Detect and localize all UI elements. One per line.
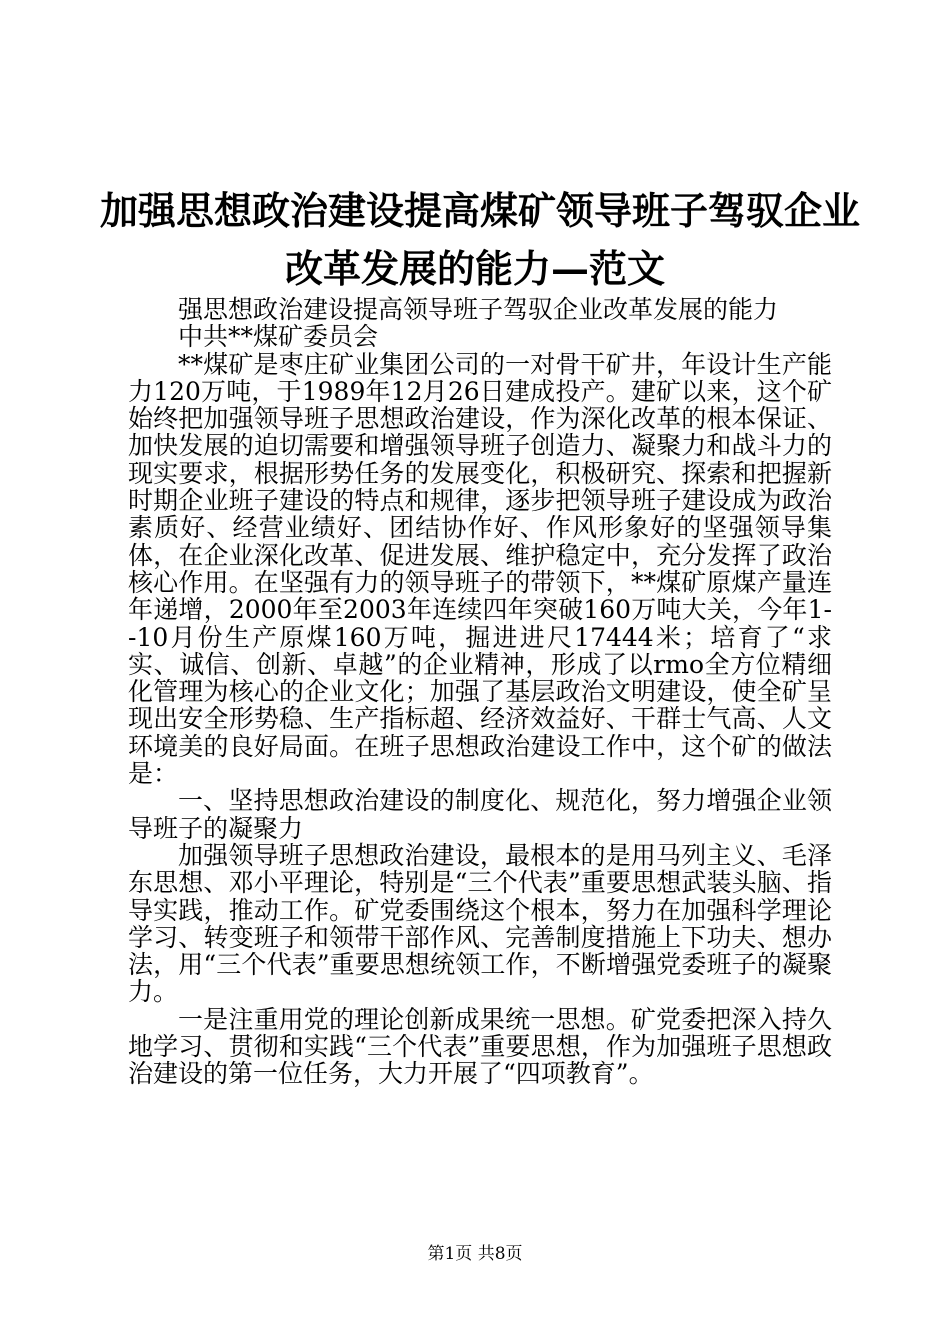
paragraph-body: 一是注重用党的理论创新成果统一思想。矿党委把深入持久地学习、贯彻和实践“三个代表”重要思想，作为加强班子思想政治建设的第一位任务，大力开展了“四项教育”。 (128, 1004, 832, 1089)
document-title-line-2: 改革发展的能力—范文 (284, 246, 665, 291)
document-title-line-1: 加强思想政治建设提高煤矿领导班子驾驭企业 (100, 188, 861, 233)
paragraph-subtitle: 强思想政治建设提高领导班子驾驭企业改革发展的能力 (178, 295, 779, 324)
document-body (128, 296, 832, 1088)
paragraph-body: 加强领导班子思想政治建设，最根本的是用马列主义、毛泽东思想、邓小平理论，特别是“三个代表”重要思想武装头脑、指导实践，推动工作。矿党委围绕这个根本，努力在加强科学理论学习、转变班子和领带干部作风、完善制度措施上下功夫、想办法，用“三个代表”重要思想统领工作，不断增强党委班子的凝聚力。 (128, 840, 832, 1007)
paragraph-section-heading: 一、坚持思想政治建设的制度化、规范化，努力增强企业领导班子的凝聚力 (128, 786, 832, 843)
paragraph-author: 中共**煤矿委员会 (178, 322, 379, 352)
paragraph-intro: **煤矿是枣庄矿业集团公司的一对骨干矿井，年设计生产能力120万吨，于1989年12月26日建成投产。建矿以来，这个矿始终把加强领导班子思想政治建设，作为深化改革的根本保证、加快发展的迫切需要和增强领导班子创造力、凝聚力和战斗力的现实要求，根据形势任务的发展变化，积极研究、探索和把握新时期企业班子建设的特点和规律，逐步把领导班子建设成为政治素质好、经营业绩好、团结协作好、作风形象好的坚强领导集体，在企业深化改革、促进发展、维护稳定中，充分发挥了政治核心作用。在坚强有力的领导班子的带领下，**煤矿原煤产量连年递增，2000年至2003年连续四年突破160万吨大关，今年1--10月份生产原煤160万吨，掘进进尺17444米；培育了“求实、诚信、创新、卓越”的企业精神，形成了以rmo全方位精细化管理为核心的企业文化；加强了基层政治文明建设，使全矿呈现出安全形势稳、生产指标超、经济效益好、干群士气高、人文环境美的良好局面。在班子思想政治建设工作中，这个矿的做法是： (128, 349, 832, 789)
page-number-footer: 第1页 共8页 (427, 1244, 523, 1264)
